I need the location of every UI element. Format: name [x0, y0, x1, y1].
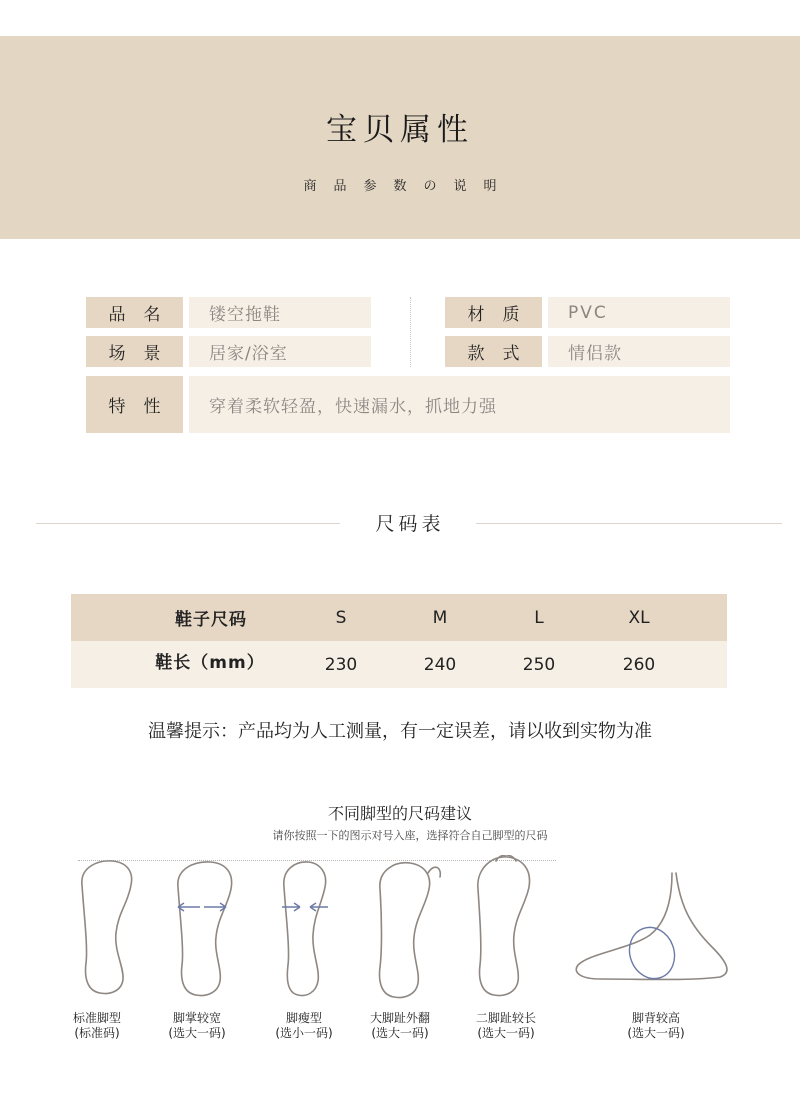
foot-caption-standard — [42, 1011, 152, 1041]
foot-caption-long-toe — [451, 1011, 561, 1041]
feature-value: 穿着柔软轻盈，快速漏水，抓地力强 — [189, 376, 730, 433]
caption-name: 脚背较高 — [631, 1011, 680, 1025]
caption-advice: (选大一码) — [627, 1026, 685, 1040]
scene-value: 居家/浴室 — [189, 336, 371, 367]
foot-guide-title: 不同脚型的尺码建议 — [327, 804, 472, 823]
caption-advice: (选大一码) — [168, 1026, 226, 1040]
size-row-header — [71, 594, 727, 641]
header-banner — [0, 36, 800, 239]
length-m: 240 — [423, 654, 457, 675]
scene-label: 场景 — [86, 336, 183, 367]
wide-arrow-left-icon — [178, 903, 200, 911]
size-l: L — [534, 607, 544, 628]
caption-advice: (选小一码) — [275, 1026, 333, 1040]
caption-name: 二脚趾较长 — [475, 1011, 536, 1025]
column-divider — [410, 297, 411, 367]
page-title: 宝贝属性 — [326, 112, 474, 148]
size-s: S — [335, 607, 347, 628]
section-divider-right — [476, 523, 782, 524]
size-row-title: 鞋子尺码 — [175, 610, 247, 630]
bunion-foot-icon — [380, 863, 430, 998]
size-m: M — [432, 607, 448, 628]
material-value: PVC — [548, 297, 730, 328]
size-table — [71, 594, 727, 688]
caption-name: 脚掌较宽 — [172, 1011, 221, 1025]
foot-caption-bunion — [345, 1011, 455, 1041]
feature-label: 特性 — [86, 376, 183, 433]
size-row-length — [71, 641, 727, 688]
standard-foot-icon — [82, 861, 132, 994]
material-label: 材质 — [445, 297, 542, 328]
length-row-title: 鞋长（mm） — [155, 653, 265, 673]
length-xl: 260 — [622, 654, 656, 675]
name-label: 品名 — [86, 297, 183, 328]
foot-guide-subtitle: 请你按照一下的图示对号入座，选择符合自己脚型的尺码 — [272, 829, 548, 842]
page-subtitle: 商品参数の说明 — [303, 179, 514, 194]
caption-advice: (标准码) — [74, 1026, 120, 1040]
style-value: 情侣款 — [548, 336, 730, 367]
wide-foot-icon — [178, 862, 232, 996]
length-s: 230 — [324, 654, 358, 675]
measurement-tip: 温馨提示：产品均为人工测量，有一定误差，请以收到实物为准 — [148, 721, 652, 742]
style-label: 款式 — [445, 336, 542, 367]
size-chart-title: 尺码表 — [375, 513, 445, 535]
high-instep-foot-icon — [576, 873, 727, 980]
size-xl: XL — [628, 607, 650, 628]
caption-name: 大脚趾外翻 — [369, 1011, 430, 1025]
name-value: 镂空拖鞋 — [189, 297, 371, 328]
caption-name: 标准脚型 — [72, 1011, 121, 1025]
wide-arrow-right-icon — [204, 903, 226, 911]
instep-band-icon — [622, 921, 681, 985]
foot-caption-wide — [142, 1011, 252, 1041]
length-l: 250 — [522, 654, 556, 675]
foot-illustrations — [0, 855, 800, 1005]
caption-advice: (选大一码) — [371, 1026, 429, 1040]
caption-name: 脚瘦型 — [285, 1011, 322, 1025]
caption-advice: (选大一码) — [477, 1026, 535, 1040]
foot-caption-narrow — [249, 1011, 359, 1041]
foot-caption-high-instep — [601, 1011, 711, 1041]
section-divider-left — [36, 523, 340, 524]
narrow-foot-icon — [284, 862, 326, 996]
long-toe-foot-icon — [478, 857, 530, 996]
